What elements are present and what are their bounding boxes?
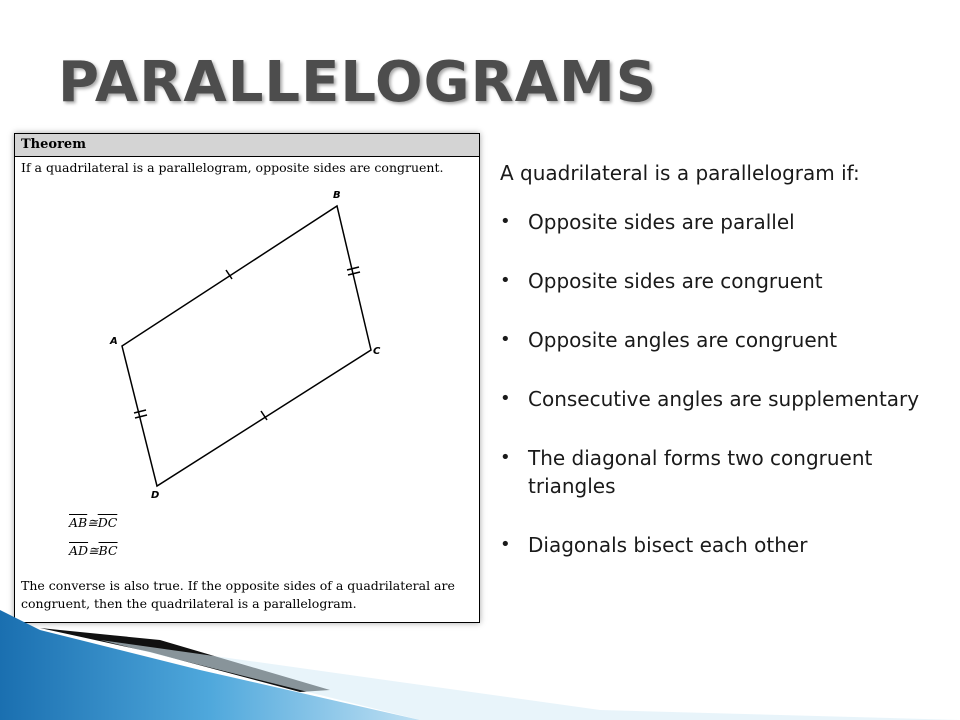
theorem-converse: The converse is also true. If the opposite sides of a quadrilateral are congruent, then the quadrilateral is a parallelogram. [21,578,455,611]
list-item: • Opposite sides are congruent [500,267,940,295]
vertex-label-a: A [110,336,118,347]
parallelogram-shape [122,206,371,486]
congruent-symbol: ≅ [88,543,99,558]
properties-list [500,208,940,559]
vertex-label-b: B [333,190,341,201]
tick-bc-1 [347,267,359,270]
segment-ad: $\overline{AD}$ [69,543,89,558]
congruence-ad-bc [69,543,118,558]
vertex-label-c: C [373,346,381,357]
list-item: • Diagonals bisect each other [500,531,940,559]
theorem-statement: If a quadrilateral is a parallelogram, opposite sides are congruent. [21,160,444,175]
congruence-ab-dc [69,515,117,530]
segment-bc: $\overline{BC}$ [98,543,118,558]
theorem-header: Theorem [15,134,479,157]
properties-intro: A quadrilateral is a parallelogram if: [500,161,860,185]
parallelogram-figure [15,134,481,574]
tick-bc-2 [348,272,360,275]
tick-ad-2 [135,415,147,418]
decorative-swoosh [0,600,960,720]
list-item: • Opposite angles are congruent [500,326,940,354]
vertex-label-d: D [151,490,160,501]
properties-panel [500,160,940,590]
congruent-symbol: ≅ [87,515,98,530]
slide-title: PARALLELOGRAMS [58,50,658,115]
tick-ad-1 [134,410,146,413]
segment-ab: $\overline{AB}$ [69,515,88,530]
list-item: • Consecutive angles are supplementary [500,385,940,413]
list-item: • Opposite sides are parallel [500,208,940,236]
list-item: • The diagonal forms two congruent triangles [500,444,940,500]
theorem-box [14,133,480,623]
segment-dc: $\overline{DC}$ [97,515,118,530]
